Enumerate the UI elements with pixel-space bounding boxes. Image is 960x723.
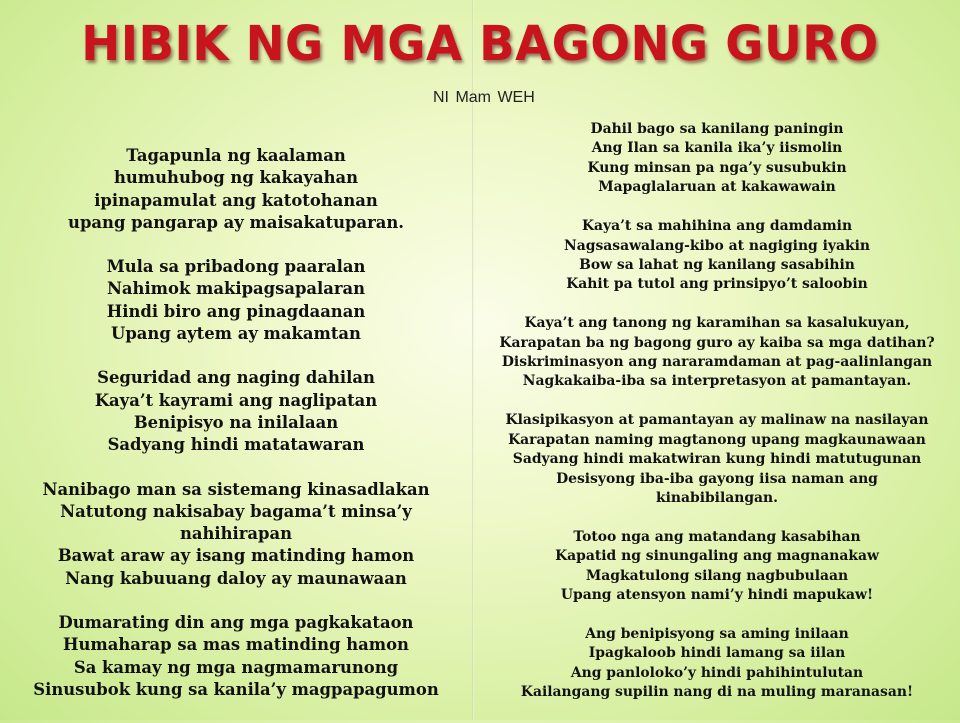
stanza — [0, 256, 472, 345]
poem-line: Dumarating din ang mga pagkakataon — [58, 613, 414, 633]
poem-line: Ang Ilan sa kanila ika’y iismolin — [591, 140, 843, 157]
poem-line: Kaya’t sa mahihina ang damdamin — [581, 218, 853, 235]
poem-line: Nanibago man sa sistemang kinasadlakan — [42, 479, 430, 499]
poem-line: Diskriminasyon ang nararamdaman at pag-aalinlangan — [501, 354, 933, 371]
left-column — [0, 145, 472, 723]
stanza — [0, 145, 472, 234]
poem-line: Dahil bago sa kanilang paningin — [590, 121, 844, 137]
poem-line: Totoo nga ang matandang kasabihan — [573, 528, 861, 545]
poem-line: Kaya’t kayrami ang naglipatan — [94, 390, 378, 410]
poem-line: Nahimok makipagsapalaran — [106, 279, 366, 299]
poem-line: upang pangarap ay maisakatuparan. — [68, 212, 404, 232]
poem-line: Ipagkaloob hindi lamang sa iilan — [588, 645, 846, 662]
stanza — [474, 120, 960, 198]
stanza — [474, 528, 960, 606]
stanza — [0, 367, 472, 456]
poem-line: Kaya’t ang tanong ng karamihan sa kasalukuyan, — [524, 315, 910, 332]
poem-line: Humaharap sa mas matinding hamon — [63, 635, 409, 655]
poem-line: Karapatan ba ng bagong guro ay kaiba sa mga datihan? — [499, 334, 935, 351]
poem-line: Sa kamay ng mga nagmamarunong — [73, 657, 399, 677]
poem-line: humuhubog ng kakayahan — [113, 168, 359, 188]
poem-line: Nagkakaiba-iba sa interpretasyon at pamantayan. — [522, 373, 912, 390]
poem-line: Magkatulong silang nagbubulaan — [585, 567, 849, 584]
poem-line: Desisyong iba-iba gayong iisa naman ang — [556, 470, 878, 487]
poem-title: HIBIK NG MGA BAGONG GURO — [81, 16, 879, 72]
poem-line: nahihirapan — [179, 524, 293, 544]
stanza — [0, 612, 472, 701]
poem-line: Sadyang hindi makatwiran kung hindi matutugunan — [512, 451, 922, 468]
poem-line: Nang kabuuang daloy ay maunawaan — [65, 568, 407, 588]
poem-line: Kapatid ng sinungaling ang magnanakaw — [555, 548, 879, 565]
poem-line: Seguridad ang naging dahilan — [97, 368, 375, 388]
poem-line: ipinapamulat ang katotohanan — [94, 190, 378, 210]
poem-line: Upang atensyon nami’y hindi mapukaw! — [560, 587, 874, 604]
stanza — [0, 479, 472, 590]
stanza — [474, 314, 960, 392]
poem-line: Upang aytem ay makamtan — [111, 324, 361, 344]
poem-line: Tagapunla ng kaalaman — [126, 146, 346, 165]
poem-line: kinabibilangan. — [655, 490, 778, 506]
poem-line: Natutong nakisabay bagama’t minsa’y — [60, 501, 412, 521]
poem-author: NI Mam WEH — [433, 89, 535, 106]
poem-line: Nagsasawalang-kibo at nagiging iyakin — [564, 237, 870, 254]
poem-line: Benipisyo na inilalaan — [133, 412, 339, 432]
right-column — [474, 120, 960, 722]
poem-line: Sinusubok kung sa kanila’y magpapagumon — [33, 679, 439, 699]
stanza — [474, 625, 960, 703]
poem-line: Klasipikasyon at pamantayan ay malinaw na nasilayan — [505, 412, 929, 429]
poem-line: Sadyang hindi matatawaran — [107, 435, 365, 455]
poem-line: Mula sa pribadong paaralan — [106, 257, 366, 277]
poem-line: Bawat araw ay isang matinding hamon — [57, 546, 415, 566]
poem-line: Mapaglalaruan at kakawawain — [598, 179, 836, 196]
poem-line: Bow sa lahat ng kanilang sasabihin — [579, 256, 855, 273]
stanza — [474, 411, 960, 508]
stanza — [474, 217, 960, 295]
poem-line: Kahit pa tutol ang prinsipyo’t saloobin — [566, 276, 868, 293]
poem-line: Kailangang supilin nang di na muling maranasan! — [520, 684, 914, 701]
poem-line: Hindi biro ang pinagdaanan — [106, 301, 366, 321]
poem-line: Ang benipisyong sa aming inilaan — [585, 626, 849, 643]
poem-line: Kung minsan pa nga’y susubukin — [587, 159, 847, 176]
poem-line: Ang panloloko’y hindi pahihintulutan — [570, 664, 864, 681]
poem-line: Karapatan naming magtanong upang magkaunawaan — [508, 431, 926, 448]
